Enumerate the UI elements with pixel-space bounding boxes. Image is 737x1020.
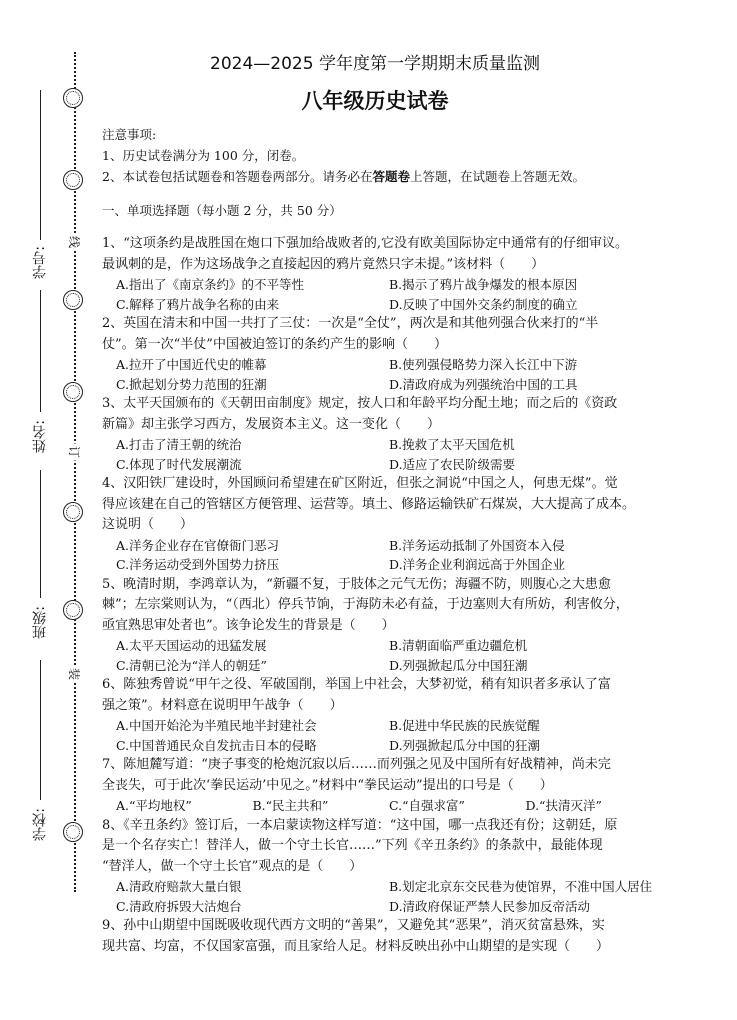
binding-hole bbox=[63, 600, 83, 620]
answer-option: B.“民主共和” bbox=[252, 798, 329, 813]
question-stem-line: 3、太平天国颁布的《天朝田亩制度》规定，按人口和年龄平均分配土地；而之后的《资政 bbox=[102, 396, 618, 411]
school-label: 学校: bbox=[32, 808, 48, 841]
answer-option: D.清政府保证严禁人民参加反帝活动 bbox=[389, 898, 591, 914]
question-stem-line: 最讽刺的是，作为这场战争之直接起因的鸦片竟然只字未提。”该材料（ ） bbox=[102, 256, 545, 272]
student-id-field[interactable] bbox=[40, 90, 41, 240]
school-field[interactable] bbox=[40, 660, 41, 800]
question-4 bbox=[102, 474, 662, 575]
binding-hole bbox=[63, 502, 83, 522]
seal-char-zhuang: 装 bbox=[68, 666, 81, 681]
question-stem-line: 8、《辛丑条约》签订后，一本启蒙读物这样写道：“这中国，哪一点我还有份；这朝廷，原 bbox=[102, 817, 618, 833]
seal-char-ding: 订 bbox=[68, 444, 81, 459]
question-stem-line: 9、孙中山期望中国既吸收现代西方文明的“善果”，又避免其“恶果”，消灭贫富悬殊，实 bbox=[102, 918, 605, 933]
option-grid bbox=[102, 355, 662, 394]
note-item: 1、历史试卷满分为 100 分，闭卷。 bbox=[102, 148, 305, 163]
answer-option: A.洋务企业存在官僚衙门恶习 bbox=[116, 537, 280, 553]
binding-hole bbox=[63, 822, 83, 842]
question-stem-line: 仗”。第一次“半仗”中国被迫签订的条约产生的影响（ ） bbox=[102, 336, 447, 352]
answer-option: B.挽救了太平天国危机 bbox=[389, 437, 515, 452]
option-grid bbox=[102, 636, 662, 675]
name-label: 姓名: bbox=[32, 420, 48, 453]
answer-option: C.体现了时代发展潮流 bbox=[116, 456, 242, 472]
question-8 bbox=[102, 816, 662, 917]
answer-option: B.清朝面临严重边疆危机 bbox=[389, 638, 528, 653]
binding-hole bbox=[63, 170, 83, 190]
class-field[interactable] bbox=[40, 470, 41, 598]
question-stem-line: 是一个名存实亡！替洋人，做一个守土长官……”下列《辛丑条约》的条款中，最能体现 bbox=[102, 838, 603, 853]
question-2 bbox=[102, 314, 662, 394]
answer-option: D.列强掀起瓜分中国的狂潮 bbox=[389, 737, 541, 753]
answer-option: A.打击了清王朝的统治 bbox=[116, 437, 242, 452]
exam-title: 2024—2025 学年度第一学期期末质量监测 bbox=[210, 54, 540, 74]
answer-option: B.促进中华民族的民族觉醒 bbox=[389, 718, 540, 733]
answer-option: A.拉开了中国近代史的帷幕 bbox=[116, 357, 267, 372]
option-grid bbox=[102, 716, 662, 755]
question-stem-line: 新篇》却主张学习西方，发展资本主义。这一变化（ ） bbox=[102, 416, 441, 432]
option-grid bbox=[102, 435, 662, 474]
answer-option: D.清政府成为列强统治中国的工具 bbox=[389, 376, 578, 392]
answer-option: C.“自强求富” bbox=[389, 798, 465, 813]
answer-option: C.中国普通民众自发抗击日本的侵略 bbox=[116, 737, 317, 753]
answer-option: A.太平天国运动的迅猛发展 bbox=[116, 638, 267, 653]
answer-option: B.揭示了鸦片战争爆发的根本原因 bbox=[389, 277, 578, 292]
question-stem-line: 2、英国在清末和中国一共打了三仗：一次是“全仗”，两次是和其他列强合伙来打的“半 bbox=[102, 316, 599, 331]
question-stem-line: 这说明（ ） bbox=[102, 517, 194, 532]
answer-option: B.洋务运动抵制了外国资本入侵 bbox=[389, 537, 565, 553]
question-5 bbox=[102, 575, 662, 676]
answer-option: C.洋务运动受到外国势力挤压 bbox=[116, 557, 280, 572]
answer-option: D.洋务企业利润远高于外国企业 bbox=[389, 557, 566, 572]
answer-option: C.清朝已沦为“洋人的朝廷” bbox=[116, 657, 267, 673]
option-grid bbox=[102, 536, 662, 575]
question-9 bbox=[102, 916, 662, 957]
question-7 bbox=[102, 755, 662, 816]
option-grid bbox=[102, 877, 662, 916]
student-id-label: 学号: bbox=[32, 246, 48, 279]
answer-option: C.掀起划分势力范围的狂潮 bbox=[116, 376, 267, 392]
exam-subtitle: 八年级历史试卷 bbox=[301, 88, 449, 113]
question-stem-line: 5、晚清时期，李鸿章认为，“新疆不复，于肢体之元气无伤；海疆不防，则腹心之大患愈 bbox=[102, 576, 611, 592]
answer-option: D.反映了中国外交条约制度的确立 bbox=[389, 296, 578, 312]
exam-content bbox=[102, 52, 662, 957]
question-stem-line: 4、汉阳铁厂建设时，外国顾问希望建在矿区附近，但张之洞说“中国之人，何患无煤”。觉 bbox=[102, 476, 618, 491]
seal-char-xian: 线 bbox=[68, 234, 81, 249]
notes-heading: 注意事项: bbox=[102, 127, 157, 142]
answer-option: D.列强掀起瓜分中国狂潮 bbox=[389, 657, 528, 673]
option-grid bbox=[102, 796, 662, 816]
answer-option: B.使列强侵略势力深入长江中下游 bbox=[389, 357, 578, 372]
question-list bbox=[102, 234, 662, 957]
question-stem-line: 7、陈旭麓写道：“庚子事变的枪炮沉寂以后……而列强之见及中国所有好战精神，尚未完 bbox=[102, 757, 611, 772]
answer-option: A.指出了《南京条约》的不平等性 bbox=[116, 277, 305, 292]
question-1 bbox=[102, 234, 662, 314]
question-stem-line: 1、“这项条约是战胜国在炮口下强加给战败者的,它没有欧美国际协定中通常有的仔细审议。 bbox=[102, 236, 629, 251]
answer-option: C.解释了鸦片战争名称的由来 bbox=[116, 296, 280, 312]
name-field[interactable] bbox=[40, 290, 41, 412]
question-stem-line: 棘”；左宗棠则认为，“（西北）停兵节饷，于海防未必有益，于边塞则大有所妨，利害攸分， bbox=[102, 597, 629, 612]
option-grid bbox=[102, 275, 662, 314]
question-stem-line: 得应该建在自己的管辖区方便管理、运营等。填土、修路运输铁矿石煤炭，大大提高了成本。 bbox=[102, 496, 636, 512]
question-stem-line: 现共富、均富，不仅国家富强，而且家给人足。材料反映出孙中山期望的是实现（ ） bbox=[102, 938, 610, 954]
class-label: 班级: bbox=[32, 606, 48, 639]
answer-option: D.适应了农民阶级需要 bbox=[389, 456, 516, 472]
answer-option: A.“平均地权” bbox=[116, 798, 192, 813]
question-stem-line: 全丧失，可于此次‘拳民运动’中见之。”材料中“拳民运动”提出的口号是（ ） bbox=[102, 777, 553, 793]
binding-hole bbox=[63, 88, 83, 108]
note-item: 2、本试卷包括试题卷和答题卷两部分。请务必在答题卷上答题，在试题卷上答题无效。 bbox=[102, 169, 585, 184]
binding-hole bbox=[63, 290, 83, 310]
answer-option: A.中国开始沦为半殖民地半封建社会 bbox=[116, 718, 317, 733]
answer-option: C.清政府拆毁大沽炮台 bbox=[116, 898, 242, 914]
answer-option: A.清政府赔款大量白银 bbox=[116, 879, 242, 894]
notes-block bbox=[102, 124, 662, 187]
section-heading: 一、单项选择题（每小题 2 分，共 50 分） bbox=[102, 203, 342, 218]
question-3 bbox=[102, 394, 662, 474]
binding-hole bbox=[63, 382, 83, 402]
question-6 bbox=[102, 675, 662, 755]
answer-sheet-emphasis: 答题卷 bbox=[372, 169, 410, 184]
question-stem-line: 6、陈独秀曾说“甲午之役、军破国削，举国上中社会，大梦初觉，稍有知识者多承认了富 bbox=[102, 677, 611, 692]
answer-option: D.“扶清灭洋” bbox=[525, 798, 602, 813]
question-stem-line: 强之策”。材料意在说明甲午战争（ ） bbox=[102, 697, 343, 713]
question-stem-line: “替洋人，做一个守土长官”观点的是（ ） bbox=[102, 858, 363, 874]
question-stem-line: 亟宜熟思审处者也”。该争论发生的背景是（ ） bbox=[102, 617, 395, 633]
answer-option: B.划定北京东交民巷为使馆界，不准中国人居住 bbox=[389, 879, 653, 894]
